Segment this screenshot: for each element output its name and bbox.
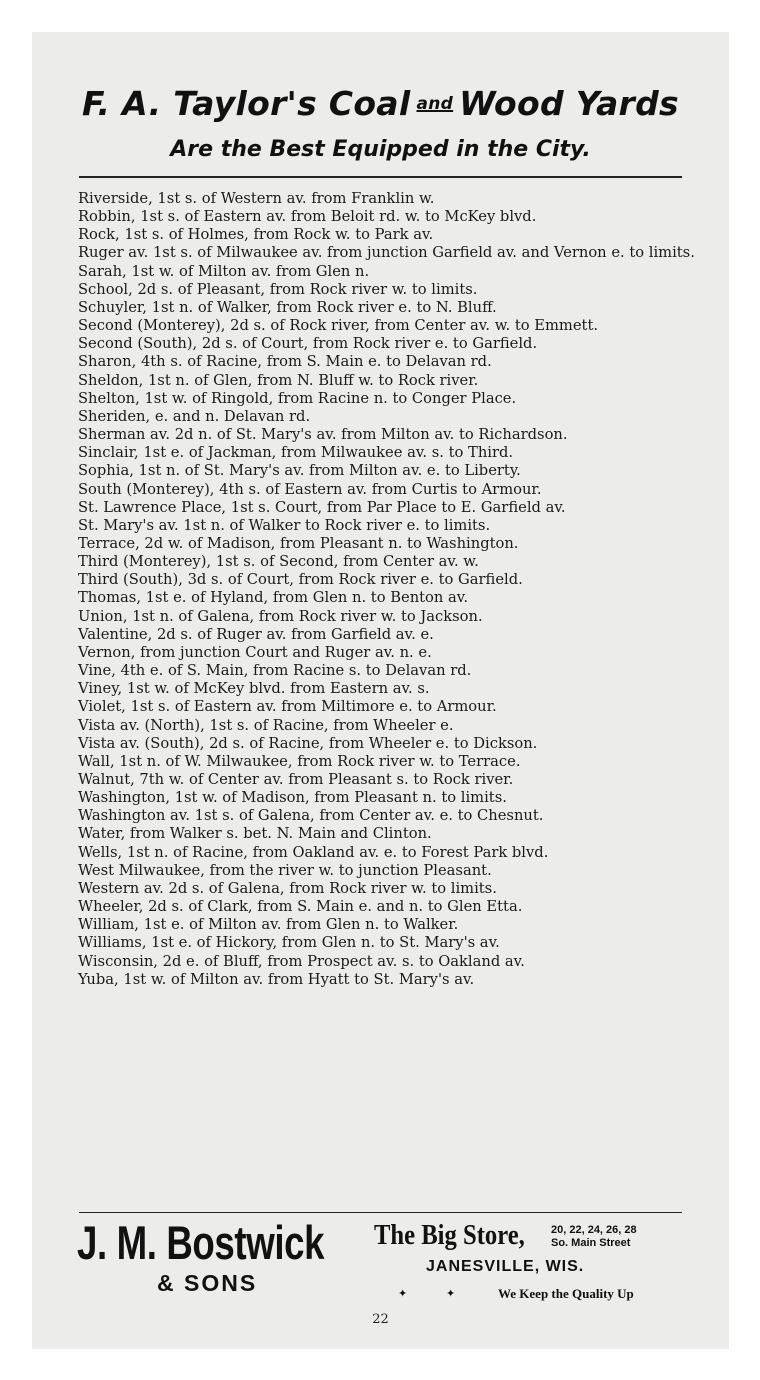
street-entry: Yuba, 1st w. of Milton av. from Hyatt to St. Mary's av. xyxy=(78,970,475,988)
street-entry: Sherman av. 2d n. of St. Mary's av. from Milton av. to Richardson. xyxy=(78,426,568,444)
street-entry: Washington, 1st w. of Madison, from Pleasant n. to limits. xyxy=(78,789,507,807)
street-entry: Third (Monterey), 1st s. of Second, from Center av. w. xyxy=(78,553,479,571)
street-entry: Sarah, 1st w. of Milton av. from Glen n. xyxy=(78,262,370,280)
header-subtitle: Are the Best Equipped in the City. xyxy=(170,137,591,162)
street-entry: Wheeler, 2d s. of Clark, from S. Main e. and n. to Glen Etta. xyxy=(78,898,523,916)
header-title xyxy=(32,84,729,123)
street-entry: Second (Monterey), 2d s. of Rock river, from Center av. w. to Emmett. xyxy=(78,317,599,335)
street-entry: William, 1st e. of Milton av. from Glen n. to Walker. xyxy=(78,916,459,934)
street-entry: Vine, 4th e. of S. Main, from Racine s. to Delavan rd. xyxy=(78,662,472,680)
street-entry: Union, 1st n. of Galena, from Rock river w. to Jackson. xyxy=(78,607,483,625)
ad-address-line1: 20, 22, 24, 26, 28 xyxy=(551,1224,637,1236)
street-entry: South (Monterey), 4th s. of Eastern av. from Curtis to Armour. xyxy=(78,480,542,498)
street-entry: St. Mary's av. 1st n. of Walker to Rock river e. to limits. xyxy=(78,516,491,534)
header-rule xyxy=(79,176,682,178)
street-entry: Sophia, 1st n. of St. Mary's av. from Milton av. e. to Liberty. xyxy=(78,462,521,480)
street-entry: School, 2d s. of Pleasant, from Rock river w. to limits. xyxy=(78,280,478,298)
street-entry: Valentine, 2d s. of Ruger av. from Garfield av. e. xyxy=(78,625,434,643)
street-entry: Viney, 1st w. of McKey blvd. from Eastern av. s. xyxy=(78,680,430,698)
header-title-part1: F. A. Taylor's Coal xyxy=(82,84,411,123)
ad-tagline: We Keep the Quality Up xyxy=(498,1286,634,1301)
street-entry: Sheldon, 1st n. of Glen, from N. Bluff w. to Rock river. xyxy=(78,371,479,389)
street-entry: Sheriden, e. and n. Delavan rd. xyxy=(78,407,311,425)
street-entry: Third (South), 3d s. of Court, from Rock river e. to Garfield. xyxy=(78,571,523,589)
ornament-icon: ✦ xyxy=(446,1287,456,1300)
street-entry: St. Lawrence Place, 1st s. Court, from Par Place to E. Garfield av. xyxy=(78,498,566,516)
header-title-and: and xyxy=(416,94,454,114)
street-entry: Wall, 1st n. of W. Milwaukee, from Rock river w. to Terrace. xyxy=(78,752,521,770)
ad-city: JANESVILLE, WIS. xyxy=(426,1258,585,1275)
street-entry: Sharon, 4th s. of Racine, from S. Main e. to Delavan rd. xyxy=(78,353,492,371)
ad-company-sons: & SONS xyxy=(157,1270,258,1296)
street-entry: Thomas, 1st e. of Hyland, from Glen n. to Benton av. xyxy=(78,589,468,607)
footer-rule xyxy=(79,1212,682,1213)
ad-address-line2: So. Main Street xyxy=(551,1236,631,1249)
street-list xyxy=(78,190,698,989)
header-title-part2: Wood Yards xyxy=(459,84,679,123)
page-number: 22 xyxy=(372,1312,389,1327)
street-entry: Violet, 1st s. of Eastern av. from Miltimore e. to Armour. xyxy=(78,698,497,716)
street-entry: Western av. 2d s. of Galena, from Rock river w. to limits. xyxy=(78,879,497,897)
street-entry: Vista av. (South), 2d s. of Racine, from Wheeler e. to Dickson. xyxy=(78,734,538,752)
page xyxy=(32,32,729,1349)
street-entry: Schuyler, 1st n. of Walker, from Rock river e. to N. Bluff. xyxy=(78,298,497,316)
ad-address xyxy=(551,1224,637,1249)
ad-store-name: The Big Store, xyxy=(374,1220,525,1251)
street-entry: Wells, 1st n. of Racine, from Oakland av. e. to Forest Park blvd. xyxy=(78,843,549,861)
street-entry: Williams, 1st e. of Hickory, from Glen n. to St. Mary's av. xyxy=(78,934,500,952)
ornament-icon: ✦ xyxy=(398,1287,408,1300)
street-entry: Ruger av. 1st s. of Milwaukee av. from junction Garfield av. and Vernon e. to limits. xyxy=(78,244,695,262)
ad-company-name: J. M. Bostwick xyxy=(77,1216,325,1269)
street-entry: Shelton, 1st w. of Ringold, from Racine n. to Conger Place. xyxy=(78,389,517,407)
street-entry: Wisconsin, 2d e. of Bluff, from Prospect av. s. to Oakland av. xyxy=(78,952,525,970)
street-entry: Vernon, from junction Court and Ruger av. n. e. xyxy=(78,643,432,661)
street-entry: Robbin, 1st s. of Eastern av. from Beloit rd. w. to McKey blvd. xyxy=(78,208,537,226)
street-entry: Washington av. 1st s. of Galena, from Center av. e. to Chesnut. xyxy=(78,807,544,825)
street-entry: Riverside, 1st s. of Western av. from Franklin w. xyxy=(78,190,435,207)
street-entry: Sinclair, 1st e. of Jackman, from Milwaukee av. s. to Third. xyxy=(78,444,514,462)
street-entry: Rock, 1st s. of Holmes, from Rock w. to Park av. xyxy=(78,226,434,244)
street-entry: Vista av. (North), 1st s. of Racine, from Wheeler e. xyxy=(78,716,454,734)
street-entry: Terrace, 2d w. of Madison, from Pleasant n. to Washington. xyxy=(78,534,519,552)
street-entry: West Milwaukee, from the river w. to junction Pleasant. xyxy=(78,861,492,879)
street-entry: Water, from Walker s. bet. N. Main and Clinton. xyxy=(78,825,432,843)
street-entry: Second (South), 2d s. of Court, from Rock river e. to Garfield. xyxy=(78,335,538,353)
street-entry: Walnut, 7th w. of Center av. from Pleasant s. to Rock river. xyxy=(78,771,514,788)
